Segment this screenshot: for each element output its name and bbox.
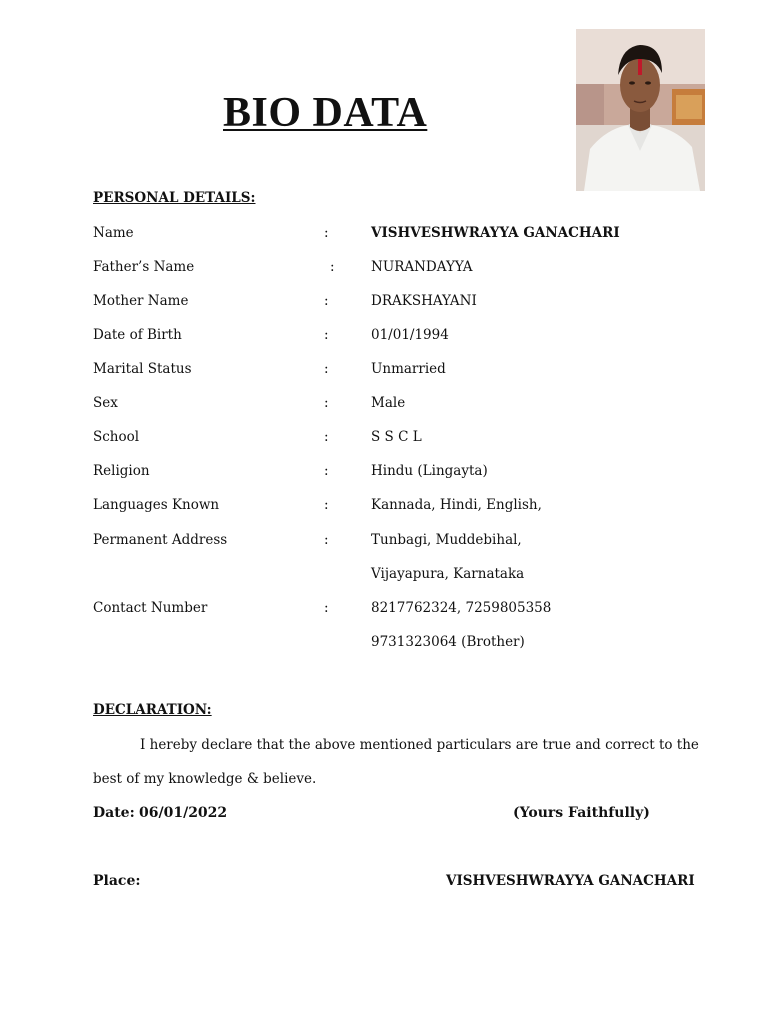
detail-value: Tunbagi, Muddebihal, bbox=[371, 532, 522, 548]
detail-row-fathers-name bbox=[0, 259, 768, 279]
detail-value: NURANDAYYA bbox=[371, 259, 473, 275]
profile-photo bbox=[576, 29, 705, 191]
separator-colon: : bbox=[324, 361, 329, 377]
date-value: 06/01/2022 bbox=[139, 805, 228, 821]
detail-label: Marital Status bbox=[93, 361, 192, 377]
detail-row-religion bbox=[0, 463, 768, 483]
separator-colon: : bbox=[330, 259, 335, 275]
detail-value: Hindu (Lingayta) bbox=[371, 463, 488, 479]
detail-row-permanent-address bbox=[0, 532, 768, 552]
detail-value: Vijayapura, Karnataka bbox=[371, 566, 525, 582]
portrait-image bbox=[576, 29, 705, 191]
separator-colon: : bbox=[324, 327, 329, 343]
detail-row-mother-name bbox=[0, 293, 768, 313]
separator-colon: : bbox=[324, 600, 329, 616]
detail-value: 8217762324, 7259805358 bbox=[371, 600, 552, 616]
separator-colon: : bbox=[324, 395, 329, 411]
detail-value: 01/01/1994 bbox=[371, 327, 449, 343]
detail-label: Date of Birth bbox=[93, 327, 182, 343]
separator-colon: : bbox=[324, 497, 329, 513]
separator-colon: : bbox=[324, 225, 329, 241]
detail-label: Name bbox=[93, 225, 134, 241]
detail-row-contact-number bbox=[0, 600, 768, 620]
declaration-line-2: best of my knowledge & believe. bbox=[93, 771, 317, 787]
declaration-line-1: I hereby declare that the above mentioned particulars are true and correct to the bbox=[140, 737, 699, 753]
closing-text: (Yours Faithfully) bbox=[513, 805, 650, 821]
date-label: Date: bbox=[93, 805, 135, 821]
detail-value: VISHVESHWRAYYA GANACHARI bbox=[371, 225, 620, 241]
detail-label: Contact Number bbox=[93, 600, 208, 616]
detail-label: Permanent Address bbox=[93, 532, 228, 548]
declaration-heading: DECLARATION: bbox=[93, 702, 212, 718]
detail-label: Father’s Name bbox=[93, 259, 195, 275]
separator-colon: : bbox=[324, 293, 329, 309]
separator-colon: : bbox=[324, 429, 329, 445]
separator-colon: : bbox=[324, 532, 329, 548]
detail-value: DRAKSHAYANI bbox=[371, 293, 477, 309]
detail-row-school bbox=[0, 429, 768, 449]
detail-row-marital-status bbox=[0, 361, 768, 381]
detail-value: Kannada, Hindi, English, bbox=[371, 497, 542, 513]
detail-row-sex bbox=[0, 395, 768, 415]
detail-value: Male bbox=[371, 395, 406, 411]
detail-row-name bbox=[0, 225, 768, 245]
detail-row-address-continued bbox=[0, 566, 768, 586]
detail-row-contact-continued bbox=[0, 634, 768, 654]
detail-label: Sex bbox=[93, 395, 118, 411]
detail-value: 9731323064 (Brother) bbox=[371, 634, 525, 650]
detail-value: Unmarried bbox=[371, 361, 446, 377]
detail-label: School bbox=[93, 429, 140, 445]
separator-colon: : bbox=[324, 463, 329, 479]
place-label: Place: bbox=[93, 873, 141, 889]
detail-label: Languages Known bbox=[93, 497, 220, 513]
personal-details-heading: PERSONAL DETAILS: bbox=[93, 190, 256, 206]
document-title: BIO DATA bbox=[223, 90, 428, 136]
signature-name: VISHVESHWRAYYA GANACHARI bbox=[446, 873, 695, 889]
detail-label: Religion bbox=[93, 463, 150, 479]
detail-row-date-of-birth bbox=[0, 327, 768, 347]
detail-value: S S C L bbox=[371, 429, 422, 445]
detail-row-languages-known bbox=[0, 497, 768, 517]
detail-label: Mother Name bbox=[93, 293, 189, 309]
